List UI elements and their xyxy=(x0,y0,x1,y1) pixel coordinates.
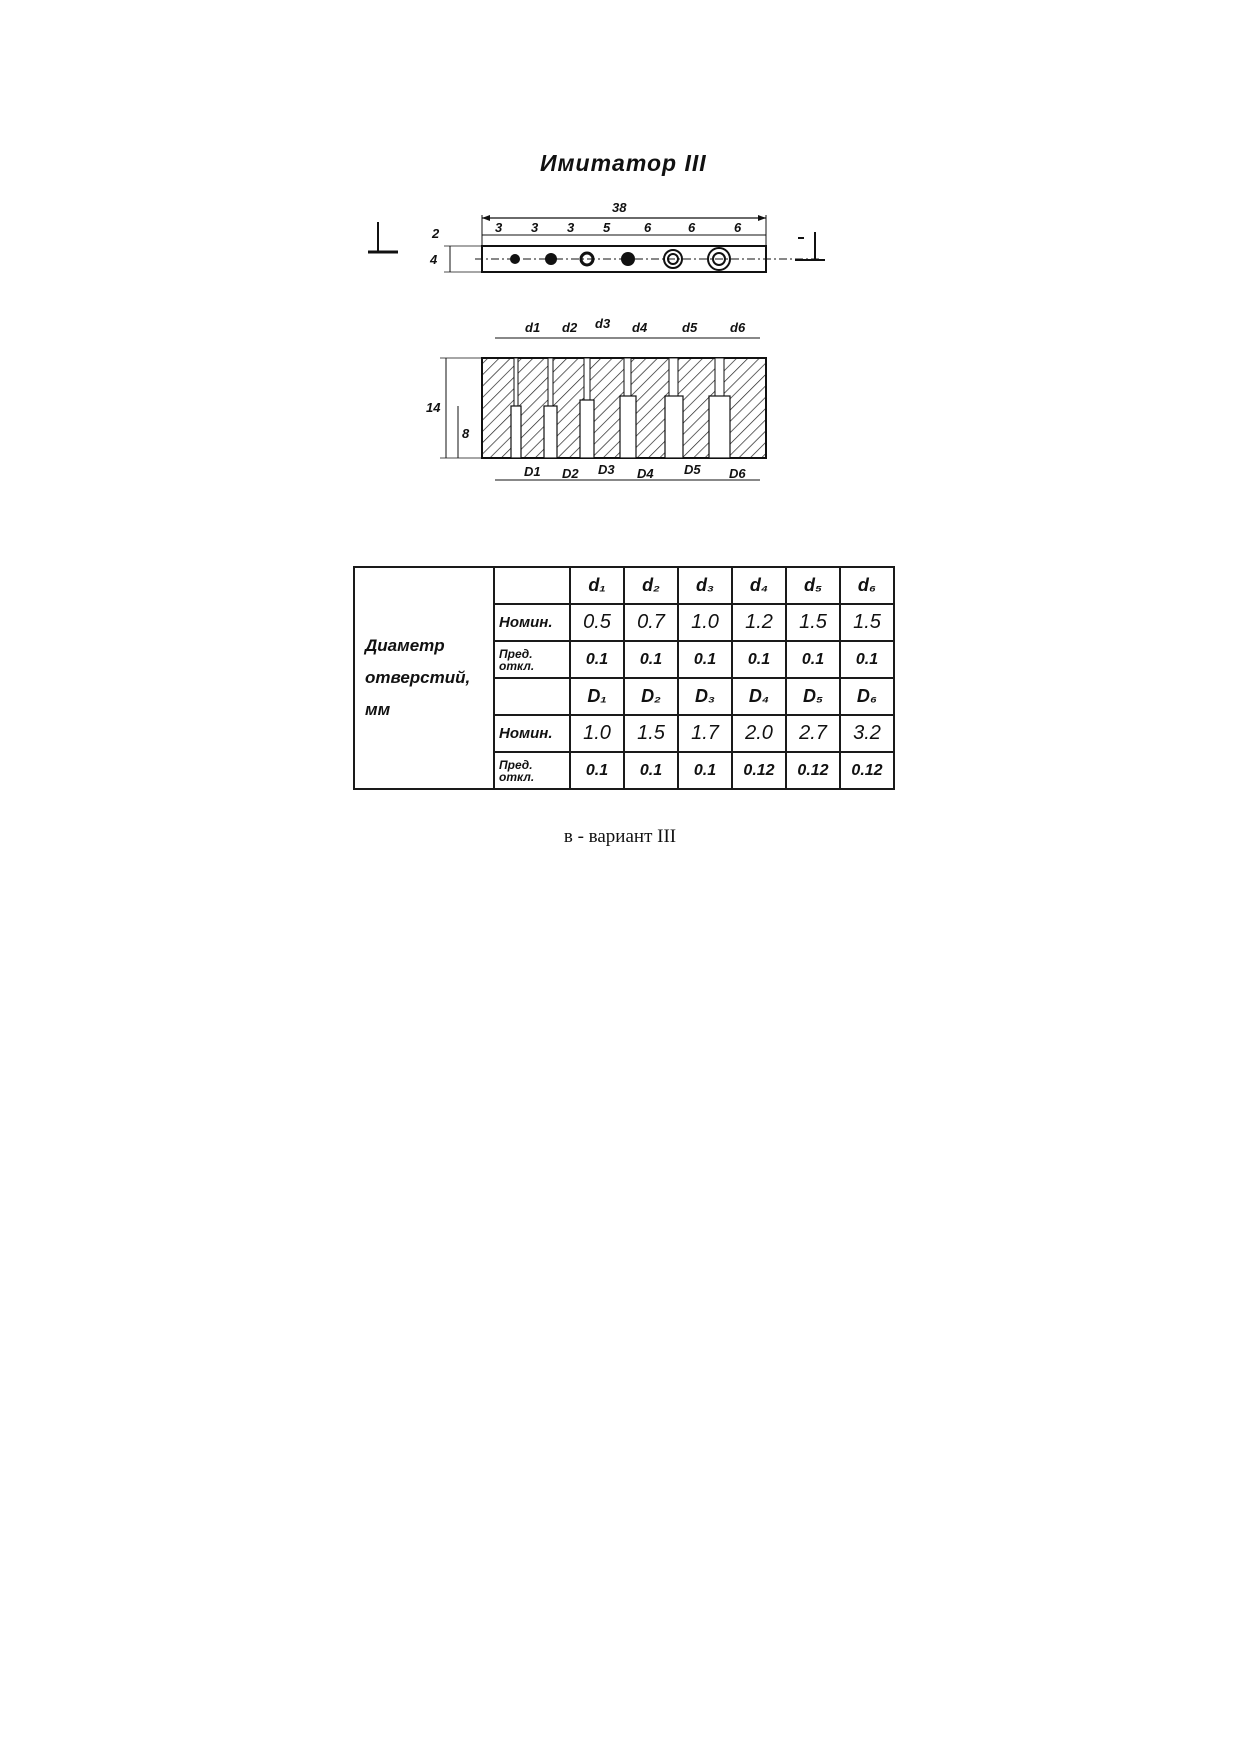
segment-dim-label: 3 xyxy=(531,220,539,235)
side-dim-label: 2 xyxy=(432,226,440,241)
symbol-cell: d₂ xyxy=(624,567,678,604)
technical-drawing xyxy=(350,190,830,500)
value-cell: 1.5 xyxy=(840,604,894,641)
hole-diameter-table xyxy=(353,566,895,790)
value-cell: 2.7 xyxy=(786,715,840,752)
symbol-cell: d₃ xyxy=(678,567,732,604)
value-cell: 0.7 xyxy=(624,604,678,641)
section-top-label: d5 xyxy=(682,320,698,335)
symbol-cell: D₄ xyxy=(732,678,786,715)
section-top-label: d3 xyxy=(595,316,611,331)
value-cell: 0.1 xyxy=(624,641,678,678)
top-view xyxy=(429,200,820,272)
segment-dim-label: 6 xyxy=(644,220,652,235)
tolerance-label: Пред. откл. xyxy=(494,641,570,678)
nominal-label: Номин. xyxy=(494,715,570,752)
symbol-cell: D₂ xyxy=(624,678,678,715)
symbol-cell: D₆ xyxy=(840,678,894,715)
section-side-dim: 14 xyxy=(426,400,441,415)
symbol-cell: D₃ xyxy=(678,678,732,715)
section-bottom-label: D4 xyxy=(637,466,654,481)
nominal-label: Номин. xyxy=(494,604,570,641)
symbol-cell: d₄ xyxy=(732,567,786,604)
tolerance-label: Пред. откл. xyxy=(494,752,570,789)
section-view xyxy=(426,316,766,481)
table-row xyxy=(354,567,894,604)
symbol-cell: d₁ xyxy=(570,567,624,604)
segment-dim-label: 6 xyxy=(688,220,696,235)
value-cell: 0.5 xyxy=(570,604,624,641)
section-bottom-label: D3 xyxy=(598,462,615,477)
value-cell: 0.1 xyxy=(840,641,894,678)
value-cell: 0.1 xyxy=(570,752,624,789)
value-cell: 0.1 xyxy=(678,752,732,789)
drawing-title: Имитатор III xyxy=(540,150,707,176)
section-top-label: d2 xyxy=(562,320,578,335)
value-cell: 3.2 xyxy=(840,715,894,752)
segment-dim-label: 3 xyxy=(567,220,575,235)
section-bottom-label: D2 xyxy=(562,466,579,481)
side-dim-label: 4 xyxy=(430,252,438,267)
value-cell: 1.2 xyxy=(732,604,786,641)
empty-label-cell xyxy=(494,567,570,604)
value-cell: 0.1 xyxy=(786,641,840,678)
empty-label-cell xyxy=(494,678,570,715)
value-cell: 1.0 xyxy=(678,604,732,641)
value-cell: 1.5 xyxy=(786,604,840,641)
section-top-label: d1 xyxy=(525,320,541,335)
section-bottom-label: D6 xyxy=(729,466,746,481)
value-cell: 0.1 xyxy=(624,752,678,789)
section-top-label: d6 xyxy=(730,320,746,335)
value-cell: 2.0 xyxy=(732,715,786,752)
section-marker-right xyxy=(795,232,825,260)
row-header: Диаметр отверстий, мм xyxy=(354,567,494,789)
value-cell: 0.12 xyxy=(840,752,894,789)
section-side-dim: 8 xyxy=(462,426,470,441)
section-marker-left xyxy=(368,222,398,252)
figure-caption: в - вариант III xyxy=(563,826,677,847)
section-bottom-label: D5 xyxy=(684,462,701,477)
value-cell: 0.1 xyxy=(732,641,786,678)
symbol-cell: D₅ xyxy=(786,678,840,715)
overall-dim-label: 38 xyxy=(612,200,627,215)
segment-dim-label: 5 xyxy=(603,220,611,235)
segment-dim-label: 6 xyxy=(734,220,742,235)
section-top-label: d4 xyxy=(632,320,648,335)
section-bottom-label: D1 xyxy=(524,464,541,479)
symbol-cell: d₅ xyxy=(786,567,840,604)
value-cell: 1.0 xyxy=(570,715,624,752)
value-cell: 1.7 xyxy=(678,715,732,752)
value-cell: 0.1 xyxy=(570,641,624,678)
value-cell: 0.12 xyxy=(786,752,840,789)
value-cell: 0.12 xyxy=(732,752,786,789)
symbol-cell: D₁ xyxy=(570,678,624,715)
segment-dim-label: 3 xyxy=(495,220,503,235)
value-cell: 1.5 xyxy=(624,715,678,752)
symbol-cell: d₆ xyxy=(840,567,894,604)
value-cell: 0.1 xyxy=(678,641,732,678)
